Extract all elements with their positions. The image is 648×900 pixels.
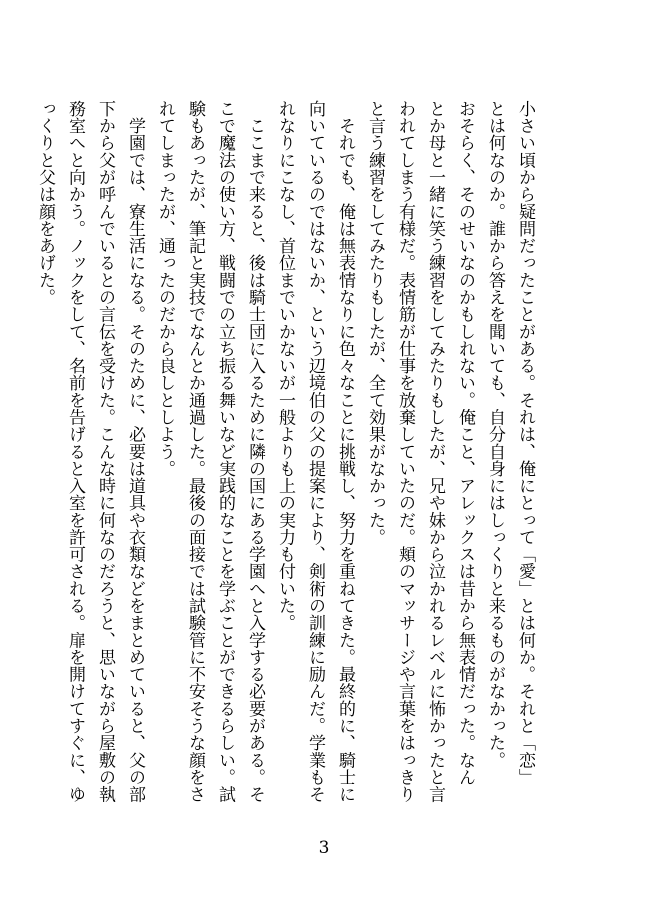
text-line: 験もあったが、筆記と実技でなんとか通過した。最後の面接では試験管に不安そうな顔をさ xyxy=(185,100,205,803)
text-line: 下から父が呼んでいるとの言伝を受けた。こんな時に何なのだろうと、思いながら屋敷の執 xyxy=(95,100,115,803)
text-line: おそらく、そのせいなのかもしれない。俺こと、アレックスは昔から無表情だった。なん xyxy=(455,100,475,786)
text-line: 小さい頃から疑問だったことがある。それは、俺にとって「愛」とは何か。それと「恋」 xyxy=(515,100,535,786)
text-line: と言う練習をしてみたりもしたが、全て効果がなかった。 xyxy=(365,100,385,546)
text-line: ここまで来ると、後は騎士団に入るために隣の国にある学園へと入学する必要がある。そ xyxy=(245,100,265,803)
body-text xyxy=(30,100,540,840)
text-line: それでも、俺は無表情なりに色々なことに挑戦し、努力を重ねてきた。最終的に、騎士に xyxy=(335,100,355,803)
text-line: っくりと父は顔をあげた。 xyxy=(35,100,55,306)
page-number: 3 xyxy=(318,838,330,858)
text-line: れてしまったが、通ったのだから良しとしよう。 xyxy=(155,100,175,478)
text-line: とは何なのか。誰から答えを聞いても、自分自身にはしっくりと来るものがなかった。 xyxy=(485,100,505,769)
text-line: こで魔法の使い方、戦闘での立ち振る舞いなど実践的なことを学ぶことができるらしい。試 xyxy=(215,100,235,803)
text-line: とか母と一緒に笑う練習をしてみたりもしたが、兄や妹から泣かれるレベルに怖かったと言 xyxy=(425,100,445,803)
text-line: 学園では、寮生活になる。そのために、必要は道具や衣類などをまとめていると、父の部 xyxy=(125,100,145,803)
text-line: われてしまう有様だ。表情筋が仕事を放棄していたのだ。頬のマッサージや言葉をはっきり xyxy=(395,100,415,803)
text-line: れなりにこなし、首位までいかないが一般よりも上の実力も付いた。 xyxy=(275,100,295,632)
text-line: 務室へと向かう。ノックをして、名前を告げると入室を許可される。扉を開けてすぐに、ゆ xyxy=(65,100,85,803)
text-line: 向いているのではないか、という辺境伯の父の提案により、剣術の訓練に励んだ。学業もそ xyxy=(305,100,325,803)
